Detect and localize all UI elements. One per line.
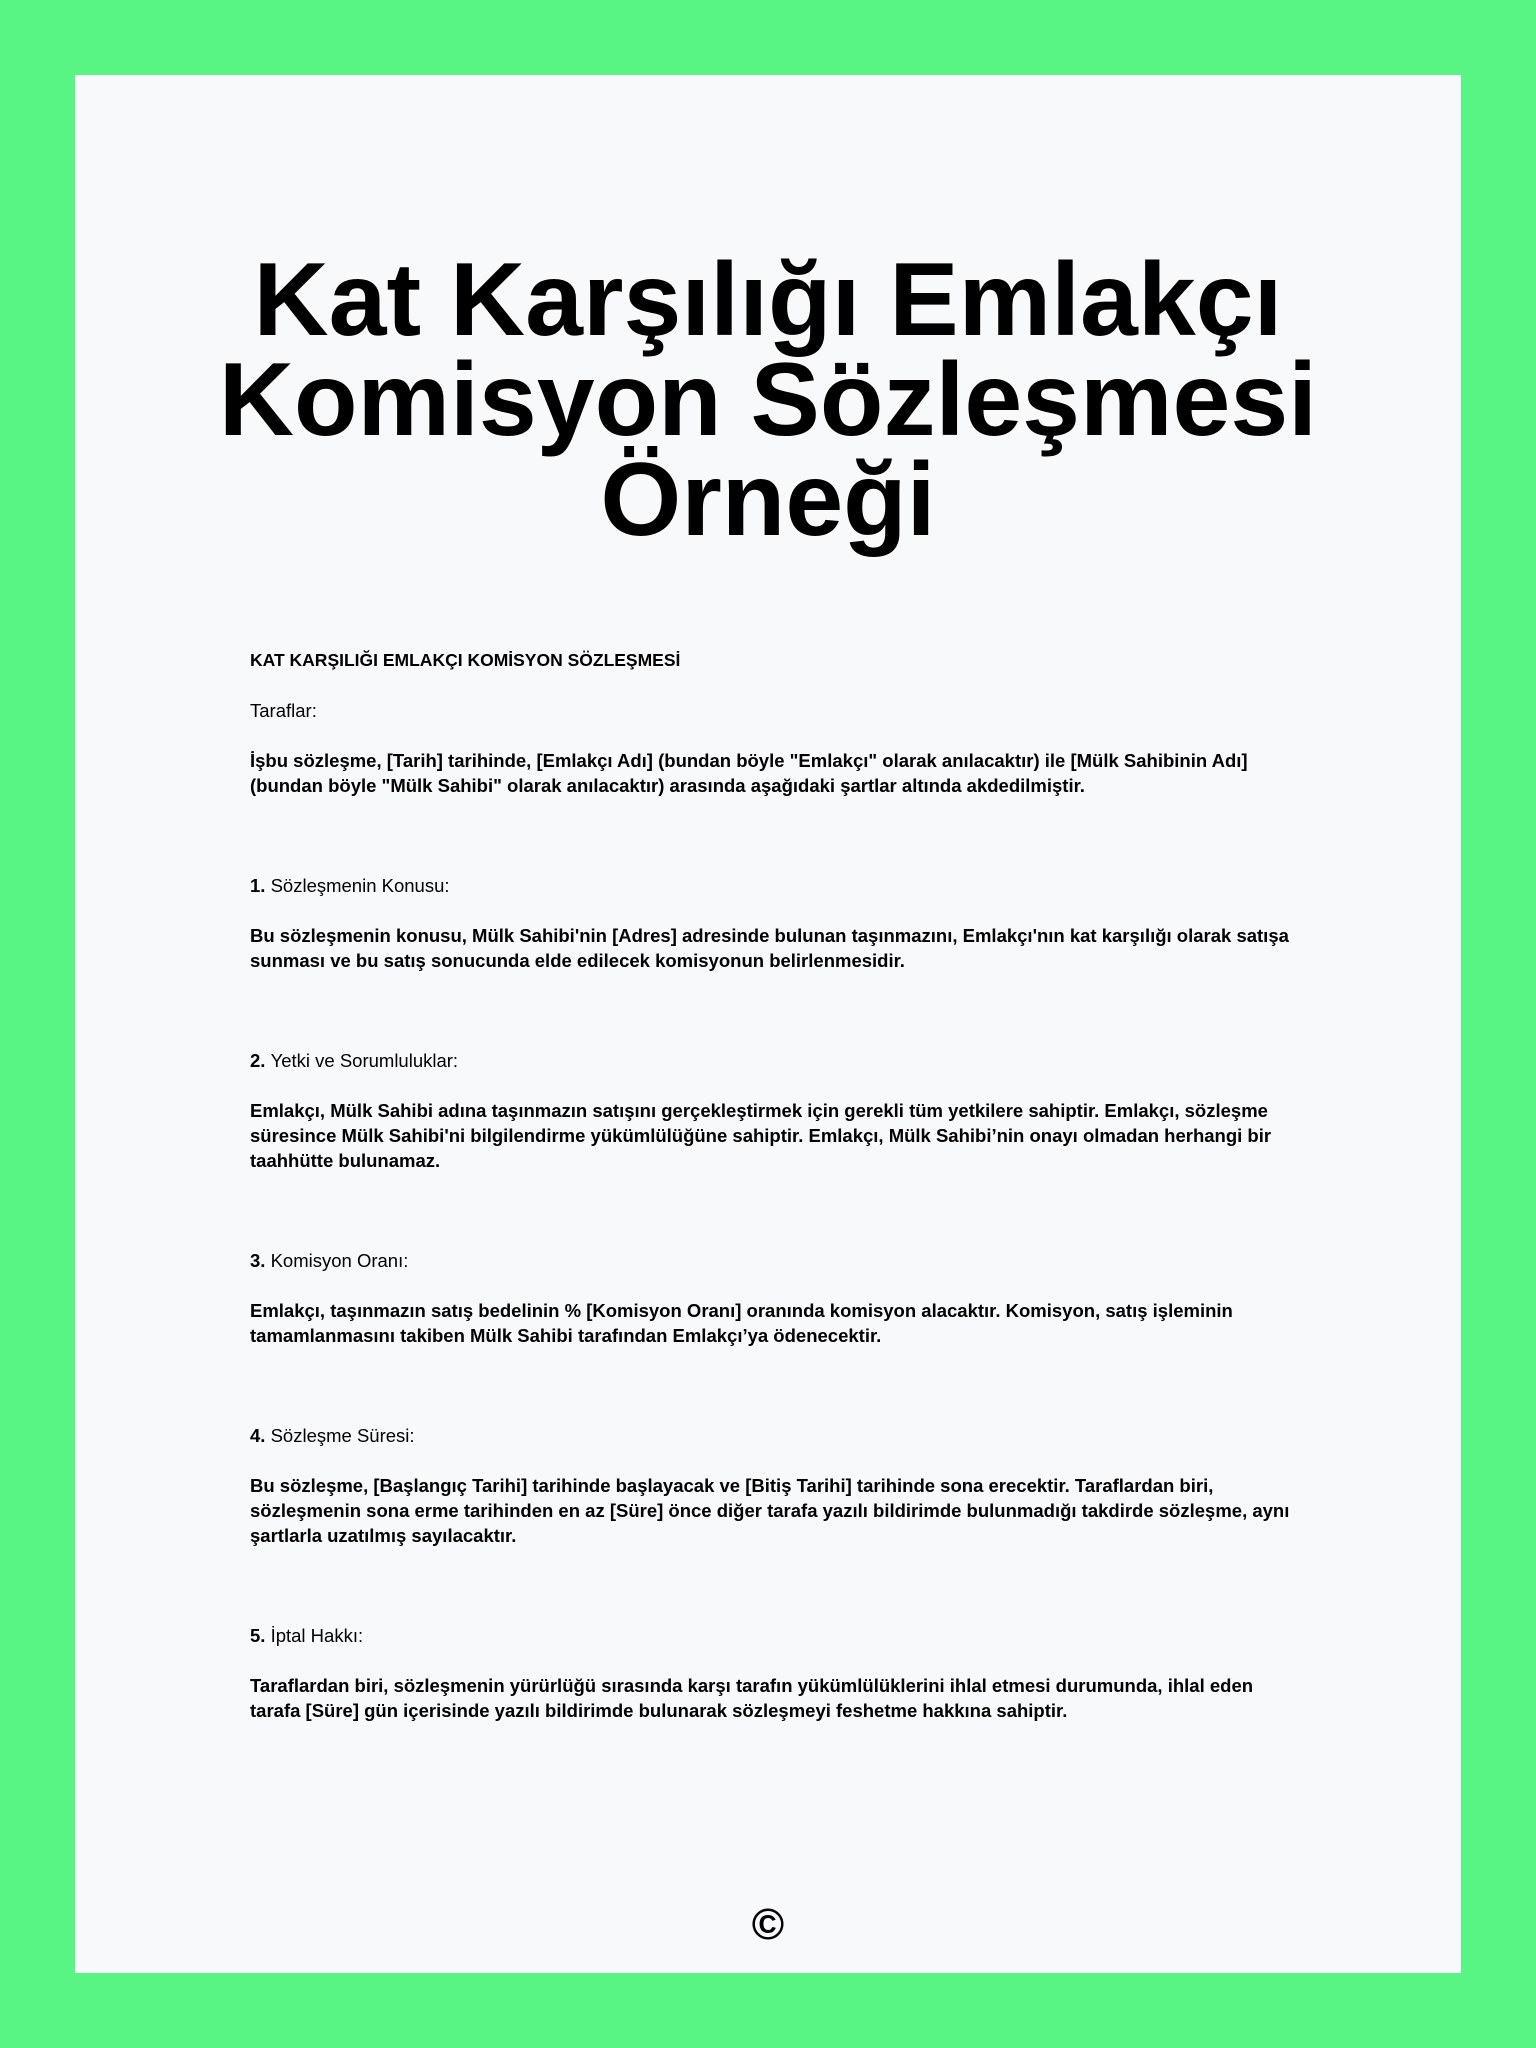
contract-header: KAT KARŞILIĞI EMLAKÇI KOMİSYON SÖZLEŞMESİ xyxy=(250,650,681,670)
parties-label: Taraflar: xyxy=(250,700,317,721)
section-heading: 2. Yetki ve Sorumluluklar: xyxy=(250,1050,459,1071)
document-body xyxy=(250,648,1290,1723)
section-text: Taraflardan biri, sözleşmenin yürürlüğü sırasında karşı tarafın yükümlülüklerini ihlal etmesi durumunda, ihlal eden tarafa [Süre] gün içerisinde yazılı bildirimde bulunarak sözleşmeyi feshetme hakkına sahiptir. xyxy=(250,1675,1254,1721)
document-title xyxy=(75,242,1461,558)
title-line: Örneği xyxy=(600,442,936,558)
section-text: Bu sözleşmenin konusu, Mülk Sahibi'nin [Adres] adresinde bulunan taşınmazını, Emlakçı'nın kat karşılığı olarak satışa sunması ve bu satış sonucunda elde edilecek komisyonun belirlenmesidir. xyxy=(250,925,1289,971)
section-text: Bu sözleşme, [Başlangıç Tarihi] tarihinde başlayacak ve [Bitiş Tarihi] tarihinde sona erecektir. Taraflardan biri, sözleşmenin sona erme tarihinden en az [Süre] önce diğer tarafa yazılı bildirimde bulunmadığı takdirde sözleşme, aynı şartlarla uzatılmış sayılacaktır. xyxy=(250,1475,1290,1546)
title-line: Kat Karşılığı Emlakçı xyxy=(253,242,1283,358)
section-heading: 5. İptal Hakkı: xyxy=(250,1625,364,1646)
section-heading: 3. Komisyon Oranı: xyxy=(250,1250,409,1271)
copyright-icon: © xyxy=(751,1900,785,1949)
document-page xyxy=(75,75,1461,1973)
section-text: Emlakçı, taşınmazın satış bedelinin % [Komisyon Oranı] oranında komisyon alacaktır. Komisyon, satış işleminin tamamlanmasını takiben Mülk Sahibi tarafından Emlakçı’ya ödenecektir. xyxy=(250,1300,1233,1346)
section-text: Emlakçı, Mülk Sahibi adına taşınmazın satışını gerçekleştirmek için gerekli tüm yetkilere sahiptir. Emlakçı, sözleşme süresince Mülk Sahibi'ni bilgilendirme yükümlülüğüne sahiptir. Emlakçı, Mülk Sahibi’nin onayı olmadan herhangi bir taahhütte bulunamaz. xyxy=(250,1100,1272,1171)
section-heading: 4. Sözleşme Süresi: xyxy=(250,1425,415,1446)
parties-text: İşbu sözleşme, [Tarih] tarihinde, [Emlakçı Adı] (bundan böyle "Emlakçı" olarak anılacaktır) ile [Mülk Sahibinin Adı] (bundan böyle "Mülk Sahibi" olarak anılacaktır) arasında aşağıdaki şartlar altında akdedilmiştir. xyxy=(250,750,1248,796)
title-line: Komisyon Sözleşmesi xyxy=(218,342,1318,458)
section-heading: 1. Sözleşmenin Konusu: xyxy=(250,875,450,896)
